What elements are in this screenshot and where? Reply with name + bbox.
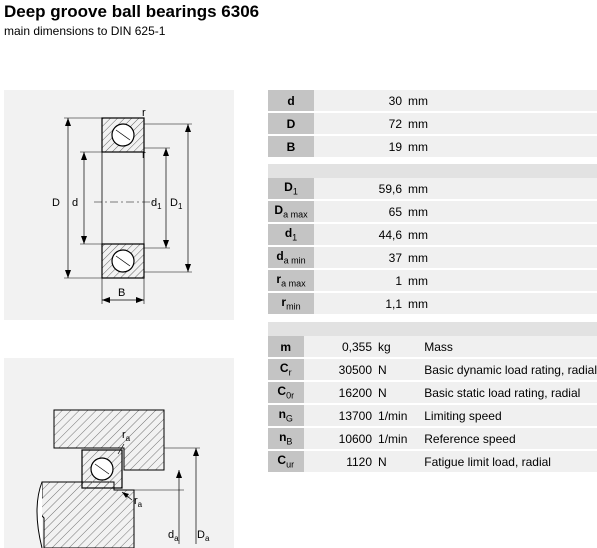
value-cell: 1 [314, 270, 406, 293]
symbol: d [284, 226, 293, 241]
description-cell [448, 90, 597, 113]
separator [268, 322, 597, 336]
symbol-subscript: a min [283, 255, 306, 266]
description-cell: Reference speed [414, 428, 597, 451]
separator [268, 164, 597, 178]
table-row [268, 359, 597, 382]
performance-data-table [268, 336, 597, 474]
symbol-cell [268, 201, 314, 224]
symbol: m [280, 339, 292, 354]
symbol-cell [268, 382, 304, 405]
value-cell: 0,355 [304, 336, 377, 359]
symbol-cell [268, 451, 304, 474]
symbol: D [286, 116, 296, 131]
symbol-subscript: a max [283, 209, 308, 220]
label-d: d [72, 197, 79, 209]
label-d1: $d_1$ [151, 197, 162, 211]
label-Da: $D_a$ [197, 529, 210, 543]
unit-cell: mm [406, 178, 448, 201]
main-dimensions-table [268, 90, 597, 159]
description-cell [448, 201, 597, 224]
label-ra-bottom: $r_a$ [134, 495, 143, 509]
symbol-subscript: min [286, 301, 301, 312]
symbol: n [278, 407, 286, 422]
unit-cell: kg [376, 336, 414, 359]
symbol-cell [268, 247, 314, 270]
symbol-cell [268, 136, 314, 159]
value-cell: 1120 [304, 451, 377, 474]
table-row [268, 247, 597, 270]
bearing-dimension-drawing [4, 90, 234, 320]
description-cell: Limiting speed [414, 405, 597, 428]
symbol-subscript: 0r [286, 390, 295, 401]
table-row [268, 113, 597, 136]
table-row [268, 336, 597, 359]
symbol-cell [268, 405, 304, 428]
symbol: D [284, 180, 293, 195]
mounting-dimensions-table [268, 178, 597, 316]
symbol: d [287, 93, 295, 108]
description-cell [448, 224, 597, 247]
unit-cell: N [376, 359, 414, 382]
label-D1: $D_1$ [170, 197, 183, 211]
description-cell: Fatigue limit load, radial [414, 451, 597, 474]
label-r-top: r [142, 107, 146, 119]
description-cell [448, 247, 597, 270]
description-cell [448, 270, 597, 293]
value-cell: 44,6 [314, 224, 406, 247]
unit-cell: mm [406, 270, 448, 293]
symbol-subscript: r [288, 367, 292, 378]
value-cell: 65 [314, 201, 406, 224]
value-cell: 10600 [304, 428, 377, 451]
value-cell: 19 [314, 136, 406, 159]
value-cell: 16200 [304, 382, 377, 405]
unit-cell: N [376, 382, 414, 405]
label-da: $d_a$ [168, 529, 179, 543]
symbol-cell [268, 428, 304, 451]
symbol: C [277, 453, 287, 468]
symbol: d [276, 249, 284, 264]
value-cell: 1,1 [314, 293, 406, 316]
table-row [268, 405, 597, 428]
table-row [268, 201, 597, 224]
label-ra-top: $r_a$ [122, 429, 131, 443]
description-cell: Basic static load rating, radial [414, 382, 597, 405]
unit-cell: mm [406, 113, 448, 136]
table-row [268, 224, 597, 247]
table-row [268, 428, 597, 451]
table-row [268, 451, 597, 474]
unit-cell: N [376, 451, 414, 474]
symbol-cell [268, 359, 304, 382]
mounting-dimension-drawing [4, 358, 234, 548]
unit-cell: mm [406, 247, 448, 270]
symbol-subscript: 1 [292, 232, 298, 243]
value-cell: 13700 [304, 405, 377, 428]
value-cell: 37 [314, 247, 406, 270]
unit-cell: mm [406, 136, 448, 159]
description-cell: Basic dynamic load rating, radial [414, 359, 597, 382]
unit-cell: 1/min [376, 405, 414, 428]
table-row [268, 178, 597, 201]
table-row [268, 382, 597, 405]
symbol-cell [268, 90, 314, 113]
label-D: D [52, 197, 60, 209]
description-cell [448, 293, 597, 316]
table-row [268, 293, 597, 316]
table-row [268, 270, 597, 293]
unit-cell: mm [406, 90, 448, 113]
unit-cell: mm [406, 224, 448, 247]
value-cell: 72 [314, 113, 406, 136]
symbol: r [276, 272, 282, 287]
label-B: B [118, 287, 126, 299]
unit-cell: 1/min [376, 428, 414, 451]
symbol: D [274, 203, 284, 218]
unit-cell: mm [406, 293, 448, 316]
description-cell [448, 178, 597, 201]
page-subtitle: main dimensions to DIN 625-1 [4, 24, 166, 38]
symbol-cell [268, 113, 314, 136]
unit-cell: mm [406, 201, 448, 224]
symbol-cell [268, 178, 314, 201]
value-cell: 30500 [304, 359, 377, 382]
symbol-subscript: G [285, 413, 293, 424]
symbol: C [279, 361, 289, 376]
symbol-subscript: ur [286, 459, 295, 470]
page-title: Deep groove ball bearings 6306 [4, 2, 260, 21]
symbol-cell [268, 336, 304, 359]
symbol-cell [268, 270, 314, 293]
table-row [268, 90, 597, 113]
symbol: C [277, 384, 287, 399]
symbol-cell [268, 293, 314, 316]
symbol: n [279, 430, 287, 445]
description-cell: Mass [414, 336, 597, 359]
symbol-cell [268, 224, 314, 247]
symbol-subscript: B [286, 436, 293, 447]
table-row [268, 136, 597, 159]
symbol-subscript: 1 [292, 186, 298, 197]
symbol: B [286, 139, 296, 154]
symbol-subscript: a max [281, 278, 306, 289]
description-cell [448, 113, 597, 136]
symbol: r [281, 295, 287, 310]
value-cell: 59,6 [314, 178, 406, 201]
value-cell: 30 [314, 90, 406, 113]
description-cell [448, 136, 597, 159]
label-r-inner: r [142, 149, 146, 161]
